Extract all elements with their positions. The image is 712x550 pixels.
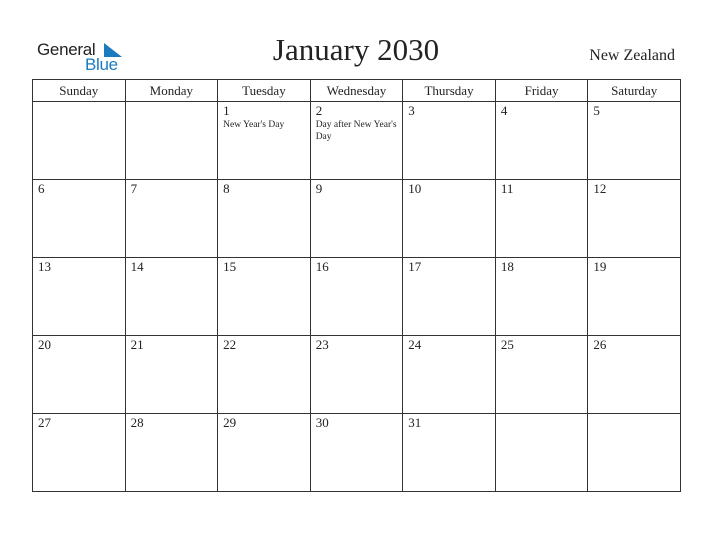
day-number: 17 — [408, 259, 422, 274]
country-label: New Zealand — [589, 47, 675, 64]
day-number: 19 — [593, 259, 607, 274]
day-number: 1 — [223, 103, 230, 118]
day-number: 2 — [315, 103, 323, 118]
day-number: 18 — [500, 259, 514, 274]
calendar-day-cell — [33, 180, 126, 258]
calendar-week-row — [33, 102, 681, 180]
day-number: 21 — [130, 337, 144, 352]
calendar-day-cell — [495, 258, 588, 336]
day-number: 12 — [593, 181, 607, 196]
day-number: 23 — [315, 337, 329, 352]
calendar-grid — [32, 79, 681, 492]
calendar-day-cell — [310, 336, 403, 414]
day-number: 4 — [500, 103, 508, 118]
day-number: 26 — [593, 337, 607, 352]
day-number: 25 — [500, 337, 514, 352]
calendar-day-cell — [310, 180, 403, 258]
calendar-day-cell — [125, 102, 218, 180]
calendar-day-cell — [125, 258, 218, 336]
calendar-day-cell — [218, 180, 311, 258]
calendar-day-cell — [218, 336, 311, 414]
day-number: 13 — [38, 259, 51, 274]
calendar-day-cell — [403, 336, 496, 414]
calendar-day-cell — [125, 336, 218, 414]
calendar-day-cell — [33, 336, 126, 414]
calendar-day-cell — [495, 336, 588, 414]
calendar-day-cell — [310, 102, 403, 180]
day-number: 15 — [223, 259, 237, 274]
weekday-header: Friday — [495, 80, 588, 102]
weekday-header: Wednesday — [310, 80, 403, 102]
calendar-day-cell — [403, 180, 496, 258]
calendar-week-row — [33, 336, 681, 414]
weekday-header: Sunday — [33, 80, 126, 102]
weekday-header: Saturday — [588, 80, 681, 102]
day-number: 14 — [130, 259, 144, 274]
calendar-day-cell — [495, 180, 588, 258]
calendar-day-cell — [588, 414, 681, 492]
day-number: 20 — [38, 337, 51, 352]
calendar-day-cell — [403, 414, 496, 492]
day-number: 27 — [38, 415, 51, 430]
weekday-header-row — [33, 80, 681, 102]
calendar-day-cell — [218, 414, 311, 492]
weekday-header: Tuesday — [218, 80, 311, 102]
calendar-day-cell — [310, 258, 403, 336]
holiday-label: Day after New Year's Day — [315, 120, 397, 142]
calendar-day-cell — [588, 258, 681, 336]
calendar-day-cell — [403, 258, 496, 336]
day-number: 3 — [408, 103, 415, 118]
calendar-day-cell — [310, 414, 403, 492]
day-number: 24 — [408, 337, 422, 352]
calendar-day-cell — [33, 414, 126, 492]
calendar-week-row — [33, 414, 681, 492]
day-number: 7 — [130, 181, 138, 196]
calendar-day-cell — [495, 102, 588, 180]
calendar-day-cell — [588, 180, 681, 258]
day-number: 11 — [500, 181, 514, 196]
calendar-day-cell — [495, 414, 588, 492]
calendar-day-cell — [33, 258, 126, 336]
calendar-week-row — [33, 180, 681, 258]
calendar-day-cell — [403, 102, 496, 180]
calendar-day-cell — [218, 102, 311, 180]
day-number: 28 — [130, 415, 144, 430]
day-number: 31 — [408, 415, 422, 430]
weekday-header: Thursday — [403, 80, 496, 102]
calendar-day-cell — [588, 336, 681, 414]
day-number: 30 — [315, 415, 329, 430]
weekday-header: Monday — [125, 80, 218, 102]
holiday-label: New Year's Day — [223, 120, 285, 130]
day-number: 10 — [408, 181, 422, 196]
calendar-week-row — [33, 258, 681, 336]
calendar-day-cell — [125, 414, 218, 492]
calendar-day-cell — [125, 180, 218, 258]
calendar-day-cell — [588, 102, 681, 180]
logo-word-blue: Blue — [85, 55, 118, 74]
day-number: 6 — [38, 181, 45, 196]
calendar-day-cell — [218, 258, 311, 336]
calendar-day-cell — [33, 102, 126, 180]
day-number: 16 — [315, 259, 329, 274]
page-title: January 2030 — [272, 32, 440, 67]
logo-word-general: General — [37, 40, 96, 59]
day-number: 29 — [223, 415, 237, 430]
day-number: 8 — [223, 181, 230, 196]
day-number: 9 — [315, 181, 323, 196]
day-number: 5 — [593, 103, 600, 118]
day-number: 22 — [223, 337, 237, 352]
